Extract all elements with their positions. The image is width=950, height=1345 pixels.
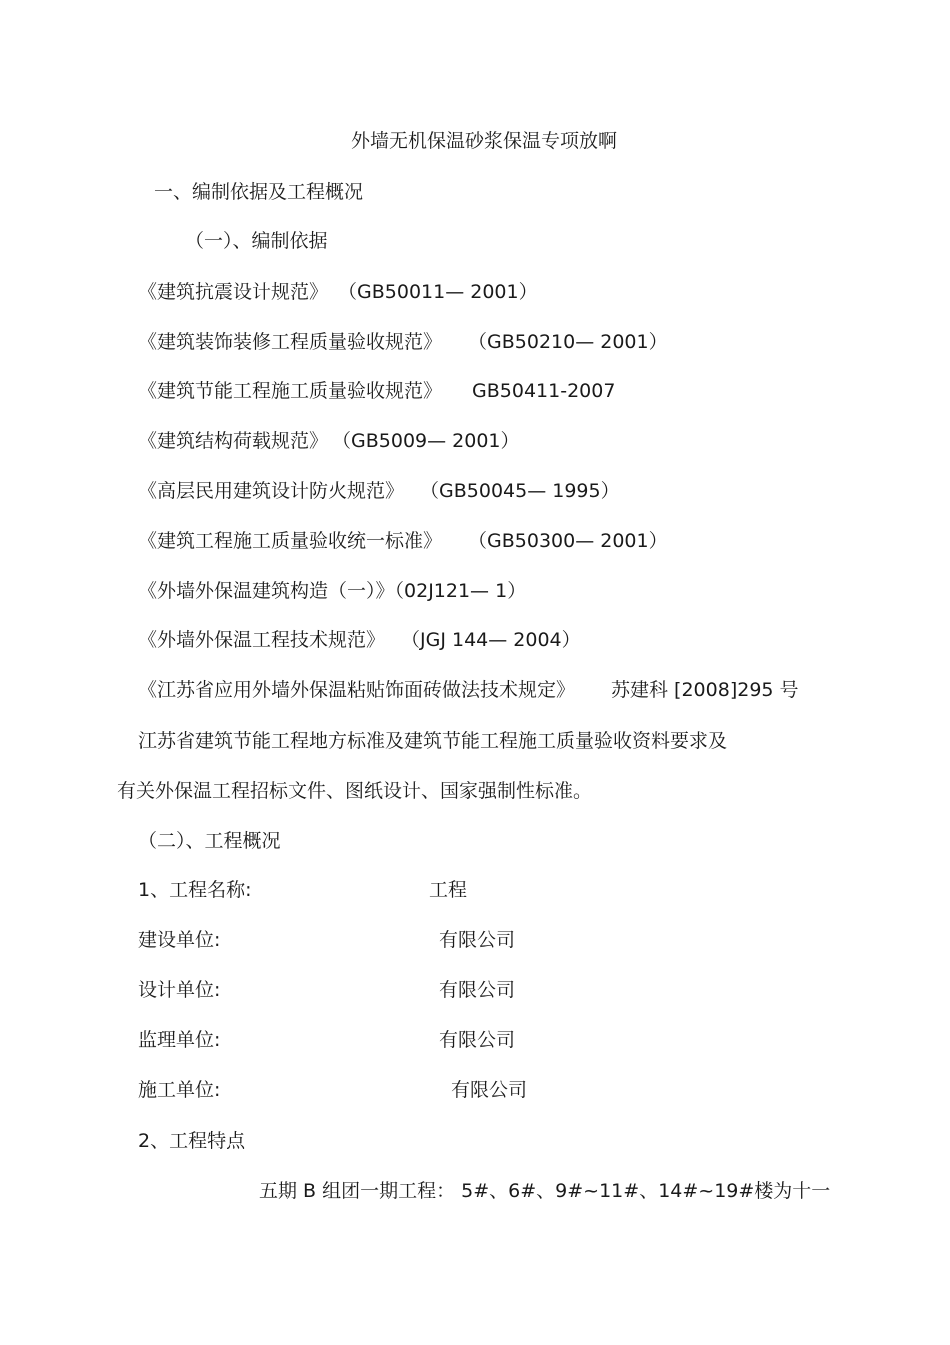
designer-label: 设计单位: (138, 979, 221, 1001)
reference-name: 《建筑抗震设计规范》 (138, 281, 329, 303)
constructor-label: 施工单位: (138, 1079, 221, 1101)
reference-item (138, 280, 538, 304)
reference-code: （02J121— 1） (394, 580, 527, 602)
section-heading-basis-overview: 一、编制依据及工程概况 (154, 181, 364, 203)
reference-code: （GB50300— 2001） (468, 530, 668, 552)
features-line: 五期 B 组团一期工程： 5#、6#、9#~11#、14#~19#楼为十一 (259, 1180, 831, 1202)
builder-label: 建设单位: (138, 929, 221, 951)
supervisor-value: 有限公司 (439, 1029, 516, 1051)
paragraph-line: 江苏省建筑节能工程地方标准及建筑节能工程施工质量验收资料要求及 (138, 730, 728, 752)
supervisor-label: 监理单位: (138, 1029, 221, 1051)
reference-code: （JGJ 144— 2004） (401, 629, 581, 651)
reference-code: （GB50011— 2001） (338, 281, 538, 303)
designer-value: 有限公司 (439, 979, 516, 1001)
reference-code: 苏建科 [2008]295 号 (611, 679, 799, 701)
reference-item (138, 579, 526, 603)
reference-item (138, 379, 615, 403)
reference-name: 《高层民用建筑设计防火规范》 (138, 480, 405, 502)
reference-code: （GB50045— 1995） (420, 480, 620, 502)
reference-item (138, 429, 520, 453)
builder-value: 有限公司 (439, 929, 516, 951)
reference-code: （GB5009— 2001） (332, 430, 520, 452)
subsection-heading-overview: （二）、工程概况 (138, 830, 281, 852)
project-name-label: 1、工程名称: (138, 879, 252, 901)
features-heading: 2、工程特点 (138, 1130, 246, 1152)
subsection-heading-basis: （一）、编制依据 (185, 230, 328, 252)
reference-name: 《建筑结构荷载规范》 (138, 430, 329, 452)
reference-name: 《建筑节能工程施工质量验收规范》 (138, 380, 443, 402)
constructor-value: 有限公司 (451, 1079, 528, 1101)
reference-item (138, 628, 581, 652)
document-title: 外墙无机保温砂浆保温专项放啊 (350, 130, 617, 152)
reference-item (138, 678, 799, 702)
reference-item (138, 529, 668, 553)
reference-name: 《江苏省应用外墙外保温粘贴饰面砖做法技术规定》 (138, 679, 576, 701)
reference-name: 《外墙外保温建筑构造（一）》 (138, 580, 395, 602)
reference-name: 《建筑装饰装修工程质量验收规范》 (138, 331, 443, 353)
reference-name: 《建筑工程施工质量验收统一标准》 (138, 530, 443, 552)
reference-name: 《外墙外保温工程技术规范》 (138, 629, 386, 651)
reference-item (138, 330, 668, 354)
reference-item (138, 479, 620, 503)
paragraph-line: 有关外保温工程招标文件、图纸设计、国家强制性标准。 (117, 780, 593, 802)
project-name-value: 工程 (429, 879, 468, 901)
reference-code: GB50411-2007 (472, 380, 616, 402)
reference-code: （GB50210— 2001） (468, 331, 668, 353)
